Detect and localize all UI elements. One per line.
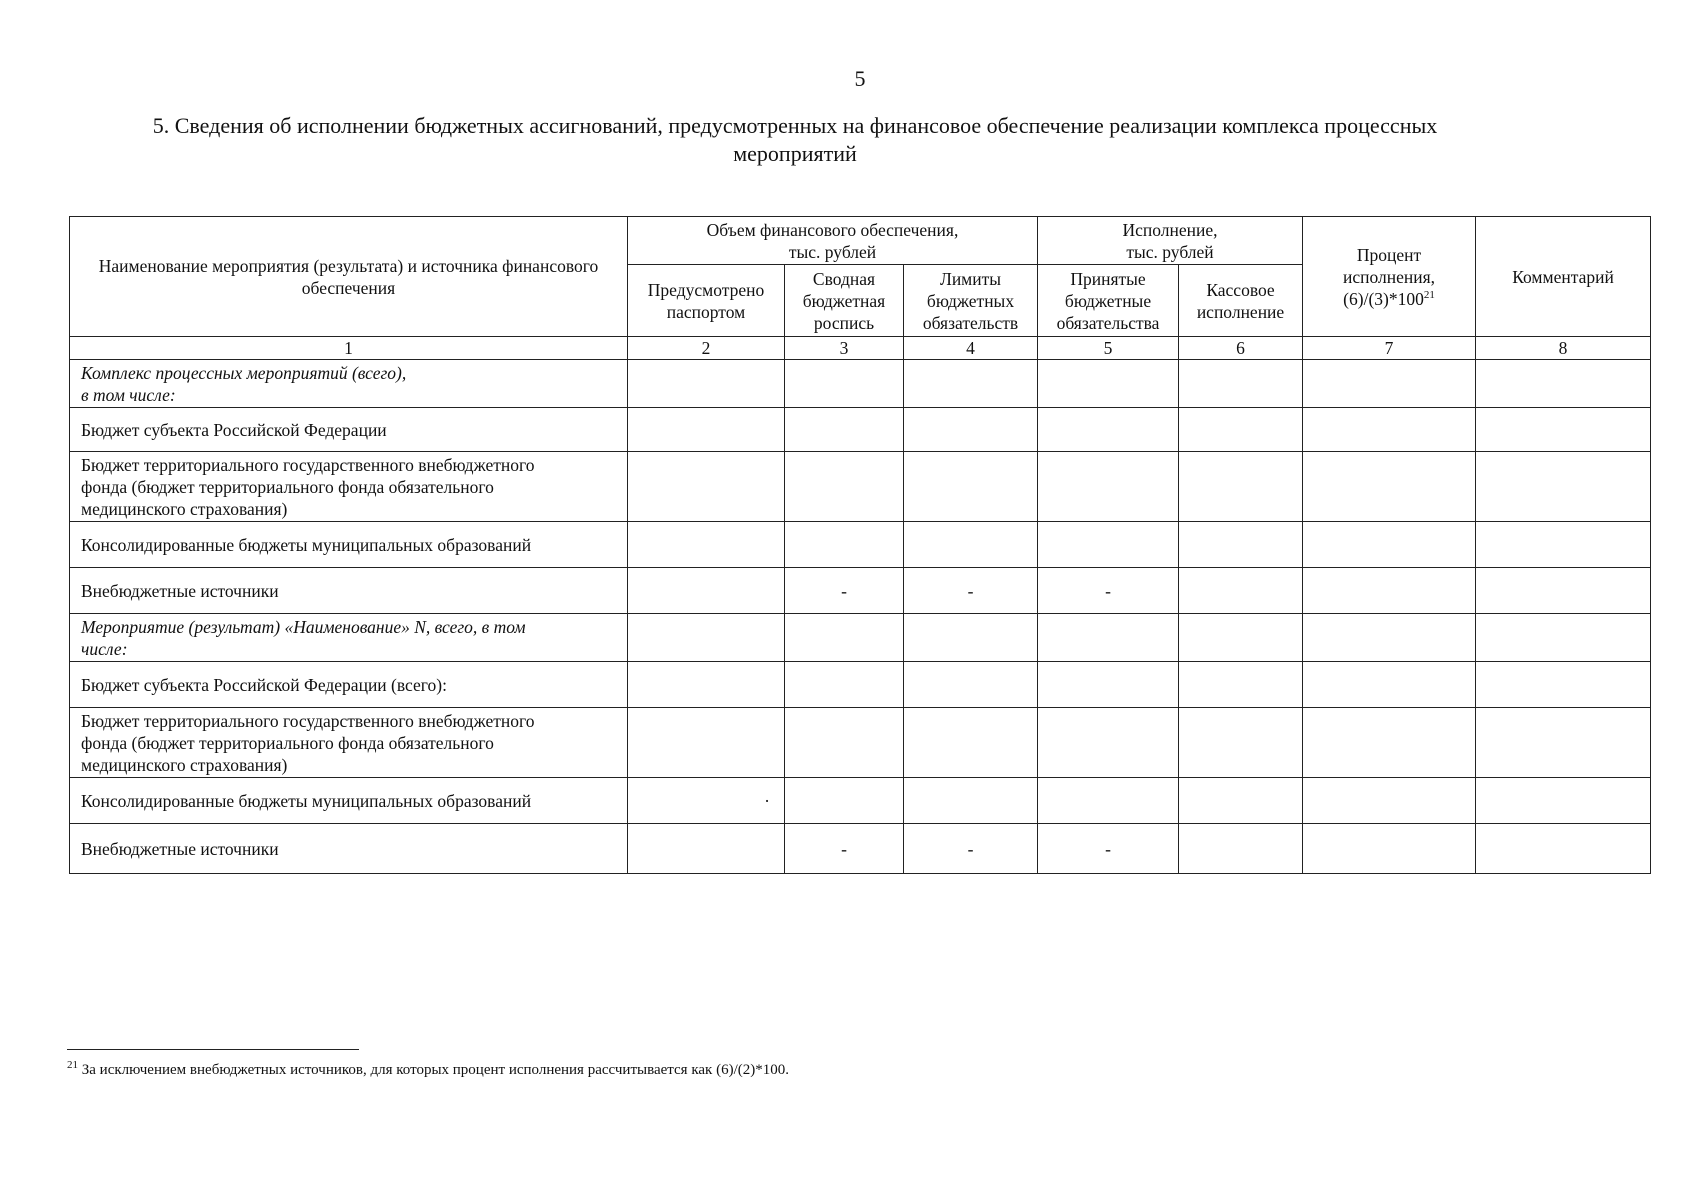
cell — [1179, 452, 1303, 522]
header-summary-list: Сводная бюджетная роспись — [785, 265, 904, 337]
cell — [628, 708, 785, 778]
cell — [1303, 408, 1476, 452]
cell — [1038, 614, 1179, 662]
cell — [1303, 522, 1476, 568]
title-line-1: 5. Сведения об исполнении бюджетных ассигнований, предусмотренных на финансовое обеспечение реализации комплекса процессных — [152, 113, 1438, 138]
budget-execution-table — [69, 216, 1651, 874]
cell — [785, 708, 904, 778]
cell — [1303, 452, 1476, 522]
table-row — [70, 522, 1651, 568]
header-execution-group: Исполнение, тыс. рублей — [1038, 217, 1303, 265]
cell — [785, 408, 904, 452]
column-number: 8 — [1476, 337, 1651, 360]
cell — [1038, 408, 1179, 452]
table-row — [70, 568, 1651, 614]
cell — [628, 522, 785, 568]
cell — [904, 708, 1038, 778]
cell — [904, 614, 1038, 662]
cell — [1179, 778, 1303, 824]
cell — [1038, 708, 1179, 778]
header-accepted: Принятые бюджетные обязательства — [1038, 265, 1179, 337]
column-number: 5 — [1038, 337, 1179, 360]
cell — [1179, 568, 1303, 614]
footnote-marker: 21 — [67, 1059, 78, 1071]
row-label: Консолидированные бюджеты муниципальных образований — [70, 778, 628, 824]
cell — [628, 408, 785, 452]
cell — [904, 522, 1038, 568]
header-passport: Предусмотрено паспортом — [628, 265, 785, 337]
cell — [1476, 614, 1651, 662]
table-row — [70, 778, 1651, 824]
cell — [785, 360, 904, 408]
row-label: Бюджет территориального государственного внебюджетного фонда (бюджет территориального фонда обязательного медицинского страхования) — [70, 708, 628, 778]
cell — [785, 614, 904, 662]
cell — [628, 568, 785, 614]
cell — [904, 452, 1038, 522]
row-label: Внебюджетные источники — [70, 568, 628, 614]
cell — [1476, 568, 1651, 614]
cell — [1038, 778, 1179, 824]
column-number: 2 — [628, 337, 785, 360]
row-label: Внебюджетные источники — [70, 824, 628, 874]
dash-cell: - — [785, 568, 904, 614]
dash-cell: - — [785, 824, 904, 874]
cell — [1303, 360, 1476, 408]
header-comment: Комментарий — [1476, 217, 1651, 337]
cell — [1303, 708, 1476, 778]
cell — [1179, 522, 1303, 568]
cell — [1303, 778, 1476, 824]
cell — [904, 408, 1038, 452]
cell — [1476, 778, 1651, 824]
cell — [628, 614, 785, 662]
header-volume-group: Объем финансового обеспечения, тыс. рублей — [628, 217, 1038, 265]
cell — [1179, 662, 1303, 708]
mark-cell: · — [628, 778, 785, 824]
cell — [628, 452, 785, 522]
cell — [785, 778, 904, 824]
row-label: Бюджет территориального государственного внебюджетного фонда (бюджет территориального фонда обязательного медицинского страхования) — [70, 452, 628, 522]
column-number: 6 — [1179, 337, 1303, 360]
cell — [1476, 408, 1651, 452]
cell — [1476, 708, 1651, 778]
cell — [1476, 452, 1651, 522]
dash-cell: - — [904, 568, 1038, 614]
cell — [1303, 662, 1476, 708]
cell — [1476, 824, 1651, 874]
page-number: 5 — [854, 66, 866, 91]
cell — [1038, 662, 1179, 708]
dash-cell: - — [1038, 824, 1179, 874]
cell — [904, 360, 1038, 408]
header-percent: Процент исполнения, $(6)/(3)*100^{21}$ — [1303, 217, 1476, 337]
page-title — [130, 112, 1460, 168]
cell — [1179, 708, 1303, 778]
row-label: Комплекс процессных мероприятий (всего), в том числе: — [70, 360, 628, 408]
row-label: Бюджет субъекта Российской Федерации — [70, 408, 628, 452]
cell — [785, 522, 904, 568]
table-row — [70, 360, 1651, 408]
table-row — [70, 662, 1651, 708]
header-name-column: Наименование мероприятия (результата) и источника финансового обеспечения — [70, 217, 628, 337]
cell — [1179, 408, 1303, 452]
header-cash: Кассовое исполнение — [1179, 265, 1303, 337]
cell — [785, 452, 904, 522]
header-limits: Лимиты бюджетных обязательств — [904, 265, 1038, 337]
title-line-2: мероприятий — [733, 141, 857, 166]
cell — [1038, 522, 1179, 568]
row-label: Консолидированные бюджеты муниципальных образований — [70, 522, 628, 568]
cell — [1038, 452, 1179, 522]
column-number: 1 — [70, 337, 628, 360]
table-row — [70, 408, 1651, 452]
column-number: 7 — [1303, 337, 1476, 360]
cell — [1179, 614, 1303, 662]
cell — [1476, 360, 1651, 408]
column-number-row — [70, 337, 1651, 360]
cell — [628, 662, 785, 708]
column-number: 4 — [904, 337, 1038, 360]
cell — [628, 824, 785, 874]
column-number: 3 — [785, 337, 904, 360]
cell — [1179, 824, 1303, 874]
cell — [1038, 360, 1179, 408]
footnote-text: За исключением внебюджетных источников, для которых процент исполнения рассчитывается как (6)/(2)*100. — [81, 1062, 789, 1078]
dash-cell: - — [904, 824, 1038, 874]
cell — [904, 778, 1038, 824]
footnote-separator — [67, 1049, 359, 1050]
table-row — [70, 708, 1651, 778]
table-row — [70, 824, 1651, 874]
table-row — [70, 452, 1651, 522]
cell — [1303, 568, 1476, 614]
cell — [1179, 360, 1303, 408]
cell — [904, 662, 1038, 708]
cell — [628, 360, 785, 408]
row-label: Бюджет субъекта Российской Федерации (всего): — [70, 662, 628, 708]
cell — [1476, 522, 1651, 568]
row-label: Мероприятие (результат) «Наименование» N, всего, в том числе: — [70, 614, 628, 662]
cell — [785, 662, 904, 708]
cell — [1303, 824, 1476, 874]
table-row — [70, 614, 1651, 662]
dash-cell: - — [1038, 568, 1179, 614]
cell — [1476, 662, 1651, 708]
cell — [1303, 614, 1476, 662]
footnote — [67, 1059, 789, 1079]
